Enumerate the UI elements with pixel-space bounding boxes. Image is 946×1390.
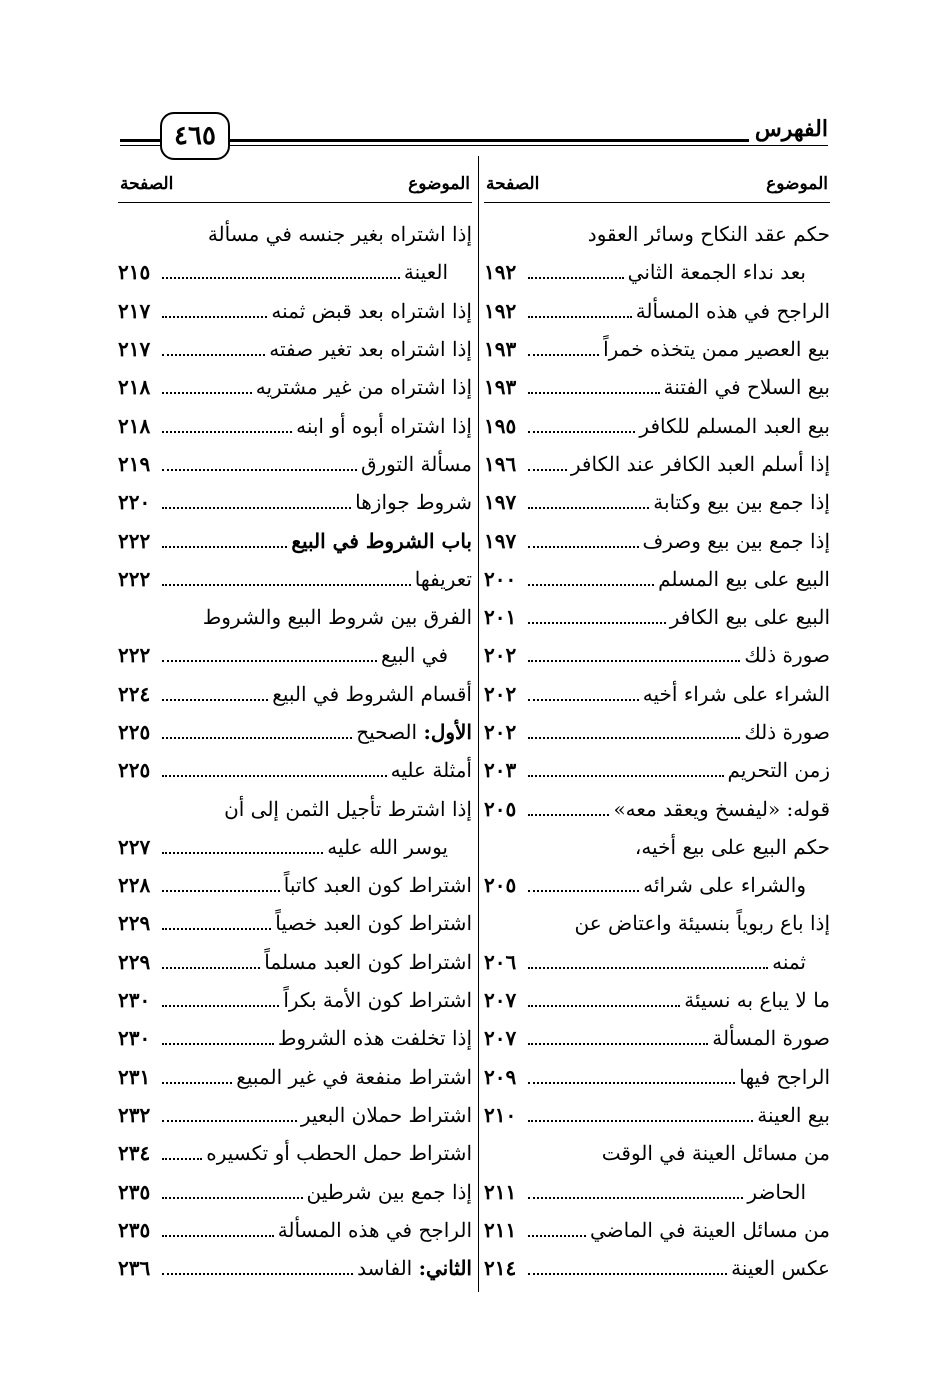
entry-title: من مسائل العينة في الماضي <box>589 1217 830 1242</box>
entry-title: أمثلة عليه <box>390 758 472 783</box>
leader-dots <box>162 507 351 509</box>
index-entry <box>484 560 830 598</box>
entry-title: إذا اشترط تأجيل الثمن إلى أن <box>224 796 472 821</box>
index-entries <box>484 215 830 1287</box>
entry-title: الحاضر <box>747 1179 806 1204</box>
index-column-right <box>484 166 830 1287</box>
entry-title: إذا اشتراه بغير جنسه في مسألة <box>207 222 472 247</box>
index-entry <box>118 1058 472 1096</box>
index-entry <box>118 560 472 598</box>
entry-page: ٢٢٨ <box>118 873 151 898</box>
leader-dots <box>528 507 649 509</box>
leader-dots <box>162 277 400 279</box>
entry-page: ٢٠٢ <box>484 681 517 706</box>
entry-page: ١٩٥ <box>484 413 517 438</box>
index-entry <box>118 1134 472 1172</box>
page-heading: الصفحة <box>120 174 174 194</box>
topic-heading: الموضوع <box>766 174 828 194</box>
entry-page: ٢٣٤ <box>118 1141 151 1166</box>
index-entry <box>118 943 472 981</box>
entry-title: ما لا يباع به نسيئة <box>684 988 830 1013</box>
entry-title: اشتراط كون الأمة بكراً <box>283 988 472 1013</box>
leader-dots <box>528 392 660 394</box>
entry-title: أقسام الشروط في البيع <box>272 681 472 706</box>
index-entry <box>118 1249 472 1287</box>
leader-dots <box>528 737 740 739</box>
index-entry <box>118 445 472 483</box>
entry-title: بيع العبد المسلم للكافر <box>639 413 830 438</box>
entry-page: ٢٠٢ <box>484 720 517 744</box>
leader-dots <box>162 1043 274 1045</box>
entry-lead: الأول: <box>423 720 472 744</box>
index-entry <box>484 828 830 866</box>
entry-title: إذا أسلم العبد الكافر عند الكافر <box>570 451 830 476</box>
entry-page: ١٩٧ <box>484 490 517 515</box>
entry-title: الشراء على شراء أخيه <box>642 681 830 706</box>
entry-title: حكم عقد النكاح وسائر العقود <box>587 222 830 247</box>
entry-page: ٢٠١ <box>484 605 517 630</box>
leader-dots <box>162 660 377 662</box>
entry-title: بيع السلاح في الفتنة <box>663 375 830 400</box>
index-entry <box>118 253 472 291</box>
index-entry <box>484 636 830 674</box>
topic-heading: الموضوع <box>408 174 470 194</box>
leader-dots <box>162 852 323 854</box>
index-entry <box>118 636 472 674</box>
entry-page: ٢١١ <box>484 1217 517 1242</box>
entry-title: اشتراط كون العبد خصياً <box>275 911 472 936</box>
entry-page: ٢٠٥ <box>484 796 517 821</box>
leader-dots <box>162 1197 303 1199</box>
entry-page: ٢٠٧ <box>484 1026 517 1051</box>
index-entry <box>118 521 472 559</box>
entry-title: تعريفها <box>414 566 472 591</box>
leader-dots <box>528 469 567 471</box>
entry-page: ٢٢٥ <box>118 720 151 744</box>
entry-title: بيع العينة <box>757 1102 830 1127</box>
index-entry <box>118 1096 472 1134</box>
entry-page: ٢٣٠ <box>118 1026 151 1051</box>
leader-dots <box>162 1082 232 1084</box>
index-entry <box>484 253 830 291</box>
entry-page: ٢٣١ <box>118 1064 151 1089</box>
index-entry <box>118 981 472 1019</box>
index-entry <box>118 789 472 827</box>
index-entry <box>118 483 472 521</box>
entry-page: ١٩٢ <box>484 260 517 285</box>
leader-dots <box>162 890 280 892</box>
entry-page: ٢١٠ <box>484 1102 517 1127</box>
leader-dots <box>162 1235 274 1237</box>
column-divider <box>478 156 479 1292</box>
entry-title: إذا جمع بين بيع وكتابة <box>653 490 830 515</box>
entry-page: ٢٢٥ <box>118 758 151 783</box>
index-entry <box>118 904 472 942</box>
index-entry <box>484 483 830 521</box>
entry-title: إذا اشتراه بعد تغير صفته <box>269 337 472 362</box>
entry-page: ٢١١ <box>484 1179 517 1204</box>
entry-title: الأول: الصحيح <box>356 720 472 744</box>
entry-title: إذا اشتراه أبوه أو ابنه <box>296 413 472 438</box>
entry-title: البيع على بيع الكافر <box>669 605 830 630</box>
entry-page: ٢٣٥ <box>118 1217 151 1242</box>
entry-page: ٢٢٧ <box>118 834 151 859</box>
index-entry <box>484 215 830 253</box>
index-entry <box>484 521 830 559</box>
entry-title: إذا اشتراه من غير مشتريه <box>255 375 472 400</box>
entry-title: صورة ذلك <box>744 643 830 668</box>
index-entry <box>484 981 830 1019</box>
index-entry <box>118 292 472 330</box>
index-entry <box>484 1096 830 1134</box>
index-entry <box>118 215 472 253</box>
leader-dots <box>162 967 260 969</box>
entry-title: الراجح في هذه المسألة <box>635 298 830 323</box>
entry-page: ١٩٣ <box>484 375 517 400</box>
entry-page: ٢٠٠ <box>484 566 517 591</box>
leader-dots <box>528 967 768 969</box>
entry-title: إذا جمع بين شرطين <box>306 1179 472 1204</box>
entry-page: ٢١٩ <box>118 451 151 476</box>
index-entry <box>484 1134 830 1172</box>
leader-dots <box>162 699 268 701</box>
leader-dots <box>528 890 639 892</box>
entry-title: والشراء على شرائه <box>643 873 806 898</box>
leader-dots <box>528 1273 727 1275</box>
leader-dots <box>162 1005 279 1007</box>
entry-title: إذا جمع بين بيع وصرف <box>642 528 830 553</box>
leader-dots <box>528 431 635 433</box>
index-entry <box>484 713 830 751</box>
leader-dots <box>162 469 357 471</box>
leader-dots <box>162 316 267 318</box>
entry-page: ٢٢٢ <box>118 643 151 668</box>
index-entry <box>118 866 472 904</box>
leader-dots <box>162 584 411 586</box>
entry-page: ٢٠٧ <box>484 988 517 1013</box>
entry-title: الراجح فيها <box>739 1064 830 1089</box>
index-entry <box>484 866 830 904</box>
entry-title: الراجح في هذه المسألة <box>277 1217 472 1242</box>
entry-title: عكس العينة <box>731 1256 830 1281</box>
index-entry <box>118 1172 472 1210</box>
entry-page: ٢٣٥ <box>118 1179 151 1204</box>
index-entry <box>118 828 472 866</box>
entry-title: اشتراط منفعة في غير المبيع <box>236 1064 472 1089</box>
entry-page: ٢٣٠ <box>118 988 151 1013</box>
entry-title: قوله: «ليفسخ ويعقد معه» <box>613 796 830 821</box>
leader-dots <box>528 316 632 318</box>
entry-page: ٢٠٩ <box>484 1064 517 1089</box>
entry-lead: الثاني: <box>418 1256 472 1281</box>
entry-title: الثاني: الفاسد <box>357 1256 472 1281</box>
entry-title: بعد نداء الجمعة الثاني <box>627 260 806 285</box>
entry-page: ٢٢٤ <box>118 681 151 706</box>
entry-title: من مسائل العينة في الوقت <box>601 1141 830 1166</box>
entry-page: ٢١٥ <box>118 260 151 285</box>
index-entry <box>118 1019 472 1057</box>
entry-title: اشتراط حملان البعير <box>300 1102 472 1127</box>
entry-page: ٢٠٥ <box>484 873 517 898</box>
index-entry <box>118 751 472 789</box>
column-header <box>118 166 472 203</box>
entry-page: ٢٢٩ <box>118 949 151 974</box>
index-entry <box>118 598 472 636</box>
leader-dots <box>162 546 287 548</box>
entry-title: ثمنه <box>772 949 806 974</box>
entry-page: ٢٠٢ <box>484 643 517 668</box>
entry-page: ١٩٢ <box>484 298 517 323</box>
index-entry <box>484 368 830 406</box>
leader-dots <box>528 1005 680 1007</box>
entry-page: ٢٣٦ <box>118 1256 151 1281</box>
entry-page: ٢٢٢ <box>118 566 151 591</box>
entry-page: ١٩٣ <box>484 337 517 362</box>
index-entry <box>484 1211 830 1249</box>
entry-page: ١٩٧ <box>484 528 517 553</box>
entry-page: ٢١٧ <box>118 298 151 323</box>
leader-dots <box>162 431 292 433</box>
entry-page: ٢٢٢ <box>118 528 151 553</box>
column-header <box>484 166 830 203</box>
index-entry <box>118 406 472 444</box>
index-entry <box>118 713 472 751</box>
index-entries <box>118 215 472 1287</box>
leader-dots <box>528 1043 708 1045</box>
index-entry <box>484 1249 830 1287</box>
index-entry <box>118 368 472 406</box>
index-entry <box>484 406 830 444</box>
entry-title: إذا اشتراه بعد قبض ثمنه <box>271 298 472 323</box>
leader-dots <box>162 928 271 930</box>
leader-dots <box>528 775 724 777</box>
index-entry <box>484 751 830 789</box>
entry-page: ١٩٦ <box>484 451 517 476</box>
entry-title: صورة المسألة <box>712 1026 830 1051</box>
index-column-left <box>118 166 472 1287</box>
entry-page: ٢١٤ <box>484 1256 517 1281</box>
entry-title: اشتراط كون العبد كاتباً <box>283 873 472 898</box>
page-number: ٤٦٥ <box>160 112 230 160</box>
entry-title: حكم البيع على بيع أخيه، <box>634 834 830 859</box>
index-entry <box>118 330 472 368</box>
leader-dots <box>528 814 609 816</box>
leader-dots <box>528 699 639 701</box>
leader-dots <box>162 392 252 394</box>
leader-dots <box>528 660 740 662</box>
index-entry <box>484 943 830 981</box>
leader-dots <box>162 1273 353 1275</box>
page-heading: الصفحة <box>486 174 540 194</box>
leader-dots <box>162 775 387 777</box>
leader-dots <box>528 277 624 279</box>
index-entry <box>484 904 830 942</box>
entry-title: اشتراط كون العبد مسلماً <box>264 949 472 974</box>
leader-dots <box>528 584 654 586</box>
entry-title: باب الشروط في البيع <box>291 528 472 553</box>
leader-dots <box>528 622 666 624</box>
entry-title: العينة <box>403 260 448 285</box>
index-entry <box>118 1211 472 1249</box>
leader-dots <box>162 1158 202 1160</box>
entry-title: صورة ذلك <box>744 720 830 744</box>
index-entry <box>484 1172 830 1210</box>
running-title: الفهرس <box>749 116 828 142</box>
leader-dots <box>162 1120 297 1122</box>
index-entry <box>484 330 830 368</box>
entry-title: شروط جوازها <box>355 490 472 515</box>
index-entry <box>484 445 830 483</box>
entry-title: مسألة التورق <box>360 451 472 476</box>
index-entry <box>484 292 830 330</box>
entry-page: ٢٢٠ <box>118 490 151 515</box>
entry-title: إذا تخلفت هذه الشروط <box>277 1026 472 1051</box>
leader-dots <box>528 546 639 548</box>
entry-title: الفرق بين شروط البيع والشروط <box>202 605 472 630</box>
index-entry <box>484 1058 830 1096</box>
entry-title: إذا باع ربوياً بنسيئة واعتاض عن <box>574 911 830 936</box>
leader-dots <box>162 737 352 739</box>
entry-title: بيع العصير ممن يتخذه خمراً <box>603 337 830 362</box>
index-entry <box>118 675 472 713</box>
entry-title: اشتراط حمل الحطب أو تكسيره <box>206 1141 472 1166</box>
entry-title: في البيع <box>381 643 448 668</box>
index-entry <box>484 789 830 827</box>
index-entry <box>484 598 830 636</box>
leader-dots <box>162 354 265 356</box>
index-entry <box>484 675 830 713</box>
leader-dots <box>528 354 599 356</box>
leader-dots <box>528 1197 743 1199</box>
leader-dots <box>528 1235 586 1237</box>
entry-page: ٢٣٢ <box>118 1102 151 1127</box>
entry-title: زمن التحريم <box>727 758 830 783</box>
index-entry <box>484 1019 830 1057</box>
entry-page: ٢١٧ <box>118 337 151 362</box>
entry-title: يوسر الله عليه <box>327 834 448 859</box>
entry-page: ٢١٨ <box>118 413 151 438</box>
entry-page: ٢١٨ <box>118 375 151 400</box>
entry-page: ٢٢٩ <box>118 911 151 936</box>
entry-page: ٢٠٣ <box>484 758 517 783</box>
leader-dots <box>528 1082 735 1084</box>
leader-dots <box>528 1120 753 1122</box>
entry-page: ٢٠٦ <box>484 949 517 974</box>
entry-title: البيع على بيع المسلم <box>658 566 830 591</box>
